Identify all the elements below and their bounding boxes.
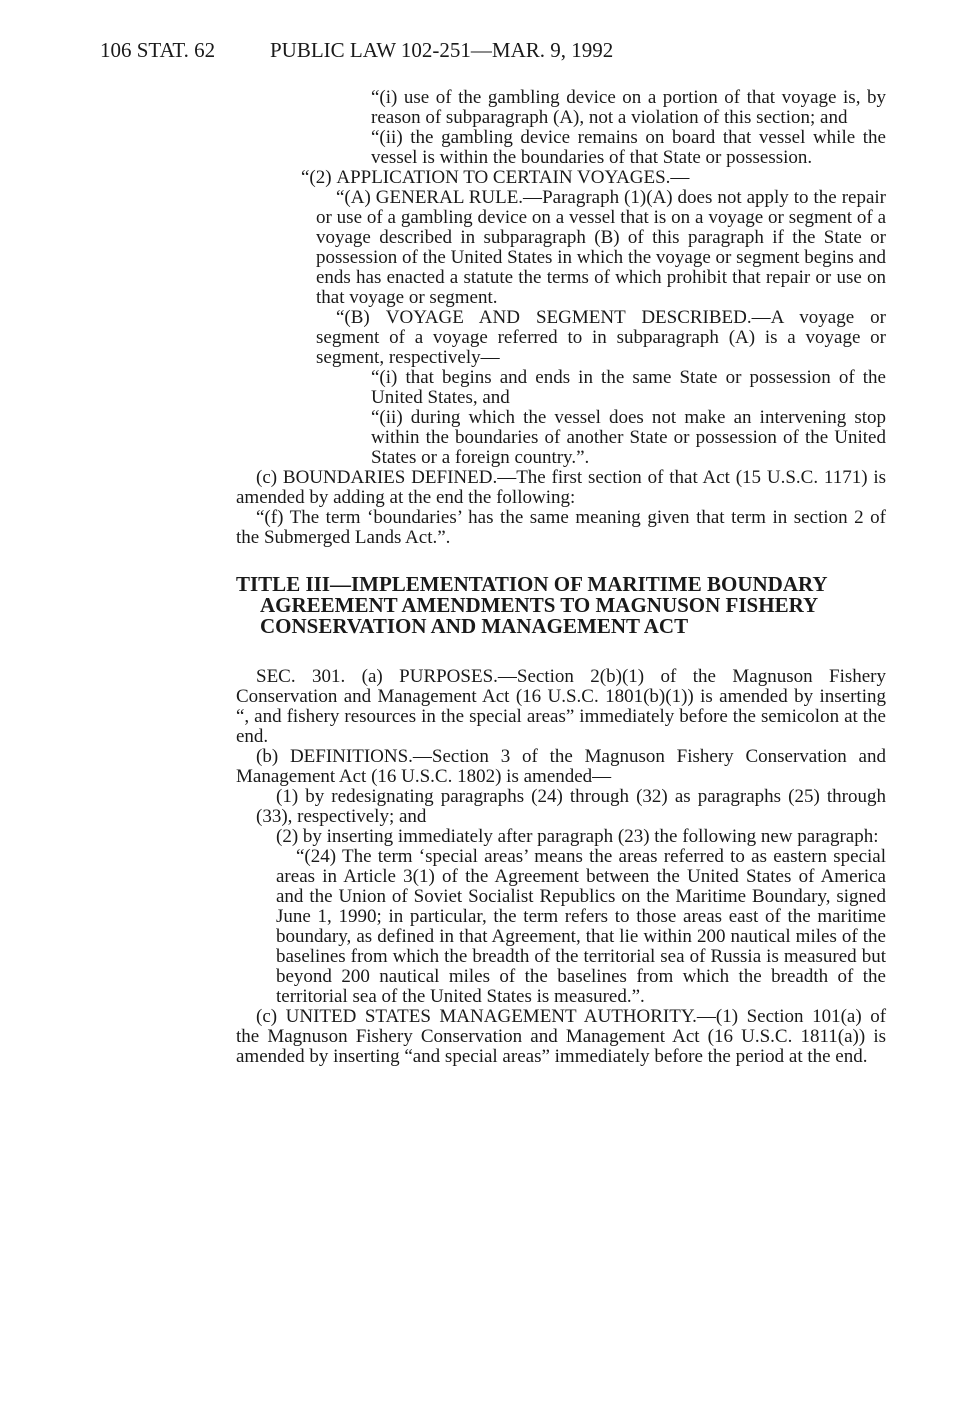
paragraph-heading: DEFINITIONS.—	[289, 746, 432, 767]
paragraph-q6	[236, 1007, 886, 1067]
paragraph-text: “(f) The term ‘boundaries’ has the same meaning given that term in section 2 of the Submerged Lands Act.”.	[236, 507, 886, 548]
paragraph-text: Paragraph (1)(A) does not apply to the repair or use of a gambling device on a vessel that is on a voyage or segment of a voyage described in subparagraph (B) of this paragraph if the State or possession of the United States in which the voyage or segment begins and ends has enacted a statute the terms of which prohibit that repair or use on that voyage or segment.	[316, 187, 886, 308]
paragraph-text: “(i) that begins and ends in the same State or possession of the United States, and	[371, 367, 886, 408]
page-header	[100, 38, 898, 68]
paragraph-prefix: “(2)	[301, 167, 337, 188]
paragraph-p7	[236, 408, 886, 468]
paragraph-text: “(i) use of the gambling device on a portion of that voyage is, by reason of subparagraph (A), not a violation of this section; and	[371, 87, 886, 128]
paragraph-heading: BOUNDARIES DEFINED.—	[282, 467, 517, 488]
title-line-1: TITLE III—IMPLEMENTATION OF MARITIME BOUNDARY	[236, 572, 828, 596]
paragraph-text: “(ii) during which the vessel does not make an intervening stop within the boundaries of another State or possession of the United States or a foreign country.”.	[371, 407, 886, 468]
paragraph-prefix: “(B)	[336, 307, 386, 328]
paragraph-heading: UNITED STATES MANAGEMENT AUTHORITY.—	[285, 1006, 716, 1027]
paragraph-text: (1) Section 101(a) of the Magnuson Fishery Conservation and Management Act (16 U.S.C. 1811(a)) is amended by inserting “and special areas” immediately before the period at the end.	[236, 1006, 887, 1067]
paragraph-text: (2) by inserting immediately after paragraph (23) the following new paragraph:	[276, 826, 879, 847]
paragraph-q1	[236, 667, 886, 747]
title-line-2: AGREEMENT AMENDMENTS TO MAGNUSON FISHERY	[260, 593, 819, 617]
paragraph-heading: GENERAL RULE.—	[375, 187, 543, 208]
paragraph-p6	[236, 368, 886, 408]
document-body	[236, 88, 886, 1067]
paragraph-prefix: SEC. 301. (a)	[256, 666, 400, 687]
paragraph-text: A voyage or segment of a voyage referred to in subparagraph (A) is a voyage or segment, respectively—	[316, 307, 886, 368]
paragraph-p8	[236, 468, 886, 508]
paragraph-text: Section 3 of the Magnuson Fishery Conservation and Management Act (16 U.S.C. 1802) is amended—	[236, 746, 886, 787]
paragraph-p5	[236, 308, 886, 368]
paragraph-text: The first section of that Act (15 U.S.C. 1171) is amended by adding at the end the following:	[236, 467, 887, 508]
section-301	[236, 667, 886, 1067]
paragraph-heading: PURPOSES.—	[399, 666, 517, 687]
paragraph-q4	[236, 827, 886, 847]
title-line-3: CONSERVATION AND MANAGEMENT ACT	[260, 614, 689, 638]
paragraph-q5	[236, 847, 886, 1007]
paragraph-p2	[236, 128, 886, 168]
paragraph-q2	[236, 747, 886, 787]
paragraph-p9	[236, 508, 886, 548]
public-law-reference: PUBLIC LAW 102-251—MAR. 9, 1992	[270, 38, 614, 62]
paragraph-text: (1) by redesignating paragraphs (24) through (32) as paragraphs (25) through (33), respectively; and	[256, 786, 886, 827]
paragraph-text: “(ii) the gambling device remains on board that vessel while the vessel is within the boundaries of that State or possession.	[371, 127, 886, 168]
paragraph-prefix: (b)	[256, 746, 290, 767]
section-continuation	[236, 88, 886, 548]
paragraph-prefix: (c)	[256, 1006, 286, 1027]
paragraph-text: Section 2(b)(1) of the Magnuson Fishery Conservation and Management Act (16 U.S.C. 1801(b)(1)) is amended by inserting “, and fishery resources in the special areas” immediately before the semicolon at the end.	[236, 666, 886, 747]
paragraph-q3	[236, 787, 886, 827]
paragraph-prefix: “(A)	[336, 187, 376, 208]
paragraph-p4	[236, 188, 886, 308]
paragraph-heading: APPLICATION TO CERTAIN VOYAGES.—	[336, 167, 690, 188]
paragraph-text: “(24) The term ‘special areas’ means the areas referred to as eastern special areas in Article 3(1) of the Agreement between the United States of America and the Union of Soviet Socialist Republics on the Maritime Boundary, signed June 1, 1990; in particular, the term refers to those areas east of the maritime boundary, as defined in that Agreement, that lie within 200 nautical miles of the baselines from which the breadth of the territorial sea of Russia is measured but beyond 200 nautical miles of the baselines from which the breadth of the territorial sea of the United States is measured.”.	[276, 846, 886, 1007]
title-heading	[236, 574, 886, 637]
statute-page-reference: 106 STAT. 62	[100, 38, 216, 62]
paragraph-p3	[236, 168, 886, 188]
paragraph-p1	[236, 88, 886, 128]
paragraph-prefix: (c)	[256, 467, 283, 488]
paragraph-heading: VOYAGE AND SEGMENT DESCRIBED.—	[385, 307, 771, 328]
